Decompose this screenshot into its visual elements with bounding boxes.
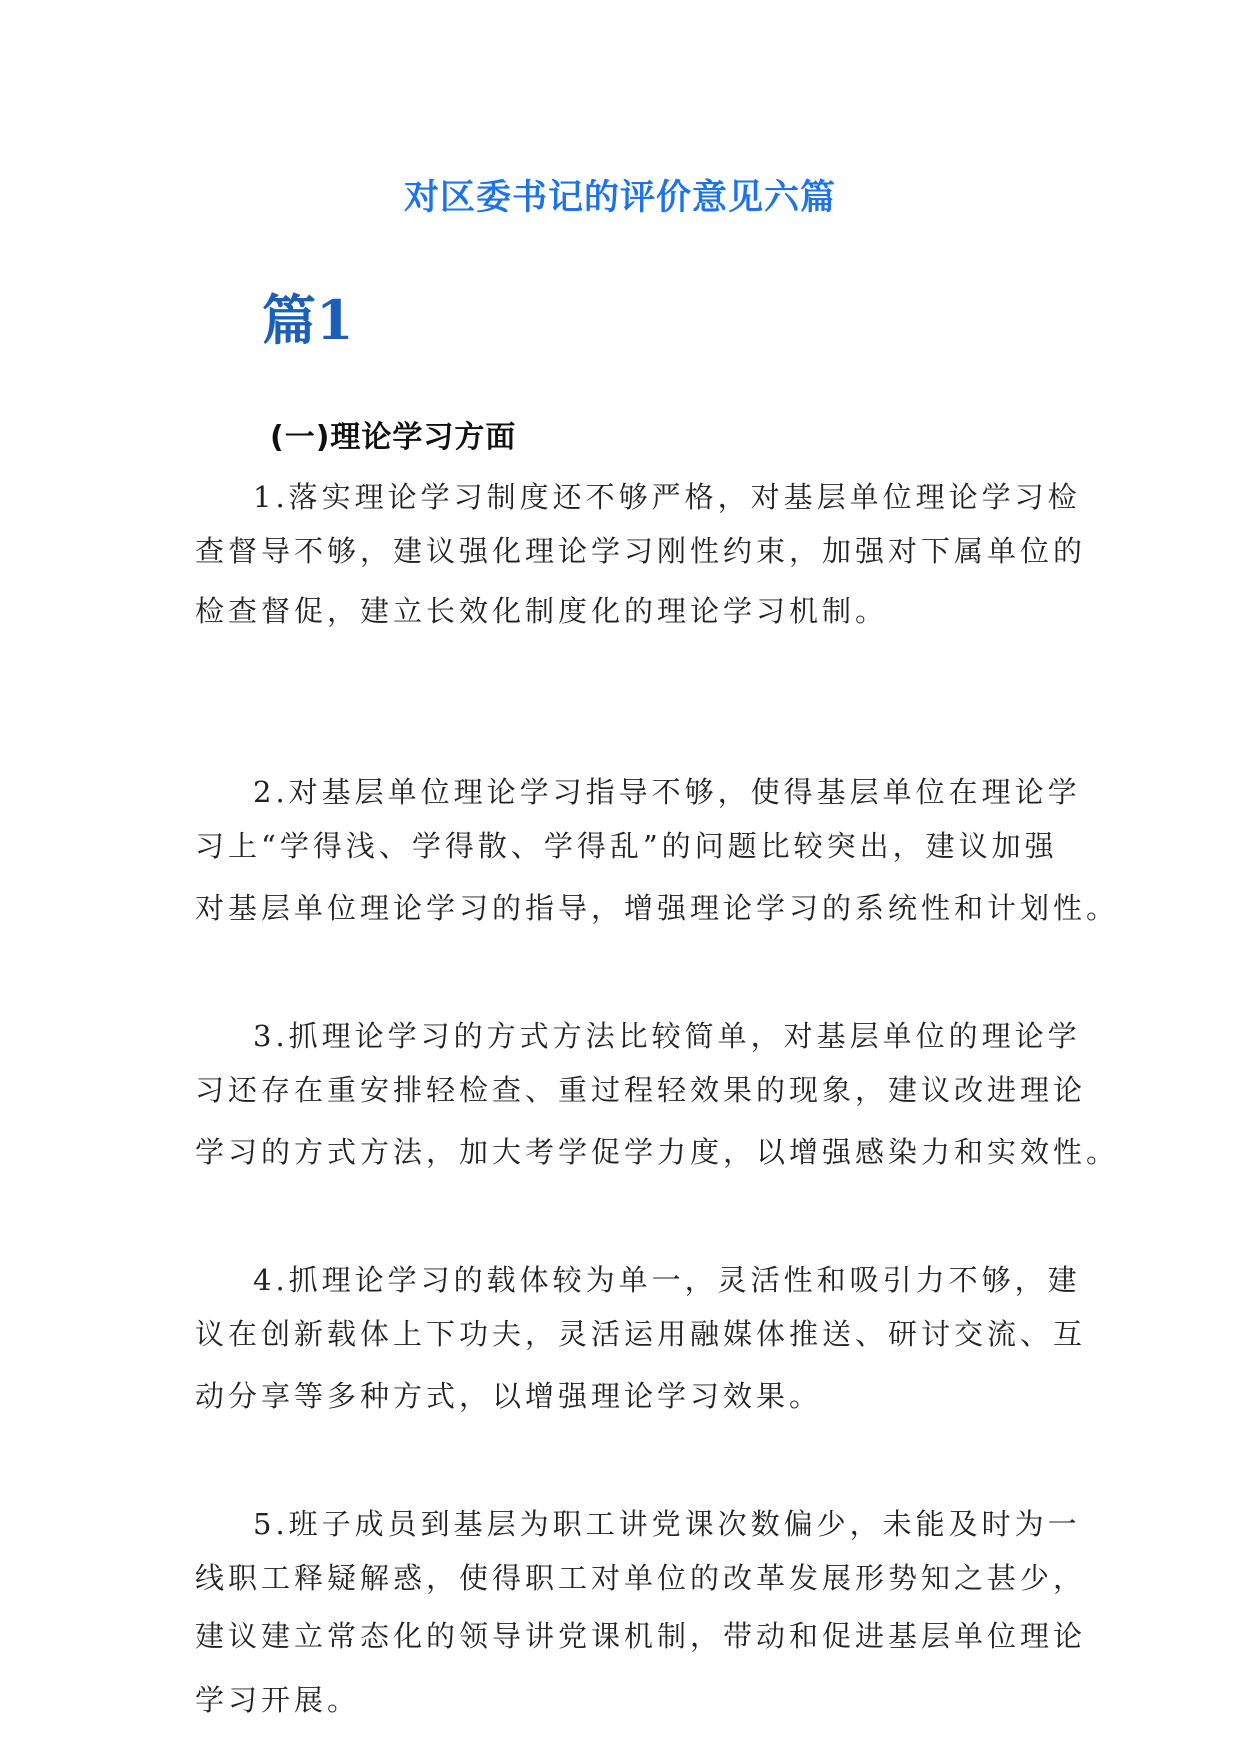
paragraph-line: 4.抓理论学习的载体较为单一，灵活性和吸引力不够，建 [253, 1263, 1081, 1297]
paragraph-line: 建议建立常态化的领导讲党课机制，带动和促进基层单位理论 [195, 1619, 1087, 1653]
paragraph-line: 线职工释疑解惑，使得职工对单位的改革发展形势知之甚少， [195, 1561, 1087, 1595]
paragraph-line: 学习开展。 [195, 1683, 361, 1717]
paragraph-line: 检查督促，建立长效化制度化的理论学习机制。 [195, 594, 889, 628]
paragraph-line: 查督导不够，建议强化理论学习刚性约束，加强对下属单位的 [195, 534, 1087, 568]
paragraph-line: 2.对基层单位理论学习指导不够，使得基层单位在理论学 [253, 775, 1081, 809]
chapter-heading: 篇1 [262, 288, 354, 352]
document-title: 对区委书记的评价意见六篇 [403, 177, 836, 218]
paragraph-line: 动分享等多种方式，以增强理论学习效果。 [195, 1379, 823, 1413]
section-heading: (一)理论学习方面 [270, 420, 517, 455]
paragraph-line: 习还存在重安排轻检查、重过程轻效果的现象，建议改进理论 [195, 1073, 1087, 1107]
paragraph-line: 学习的方式方法，加大考学促学力度，以增强感染力和实效性。 [195, 1135, 1120, 1169]
paragraph-line: 对基层单位理论学习的指导，增强理论学习的系统性和计划性。 [195, 891, 1120, 925]
paragraph-line: 5.班子成员到基层为职工讲党课次数偏少，未能及时为一 [253, 1507, 1081, 1541]
paragraph-line: 3.抓理论学习的方式方法比较简单，对基层单位的理论学 [253, 1019, 1081, 1053]
paragraph-line: 议在创新载体上下功夫，灵活运用融媒体推送、研讨交流、互 [195, 1317, 1087, 1351]
paragraph-line: 1.落实理论学习制度还不够严格，对基层单位理论学习检 [253, 480, 1081, 514]
paragraph-line: 习上“学得浅、学得散、学得乱”的问题比较突出，建议加强 [195, 829, 1058, 863]
